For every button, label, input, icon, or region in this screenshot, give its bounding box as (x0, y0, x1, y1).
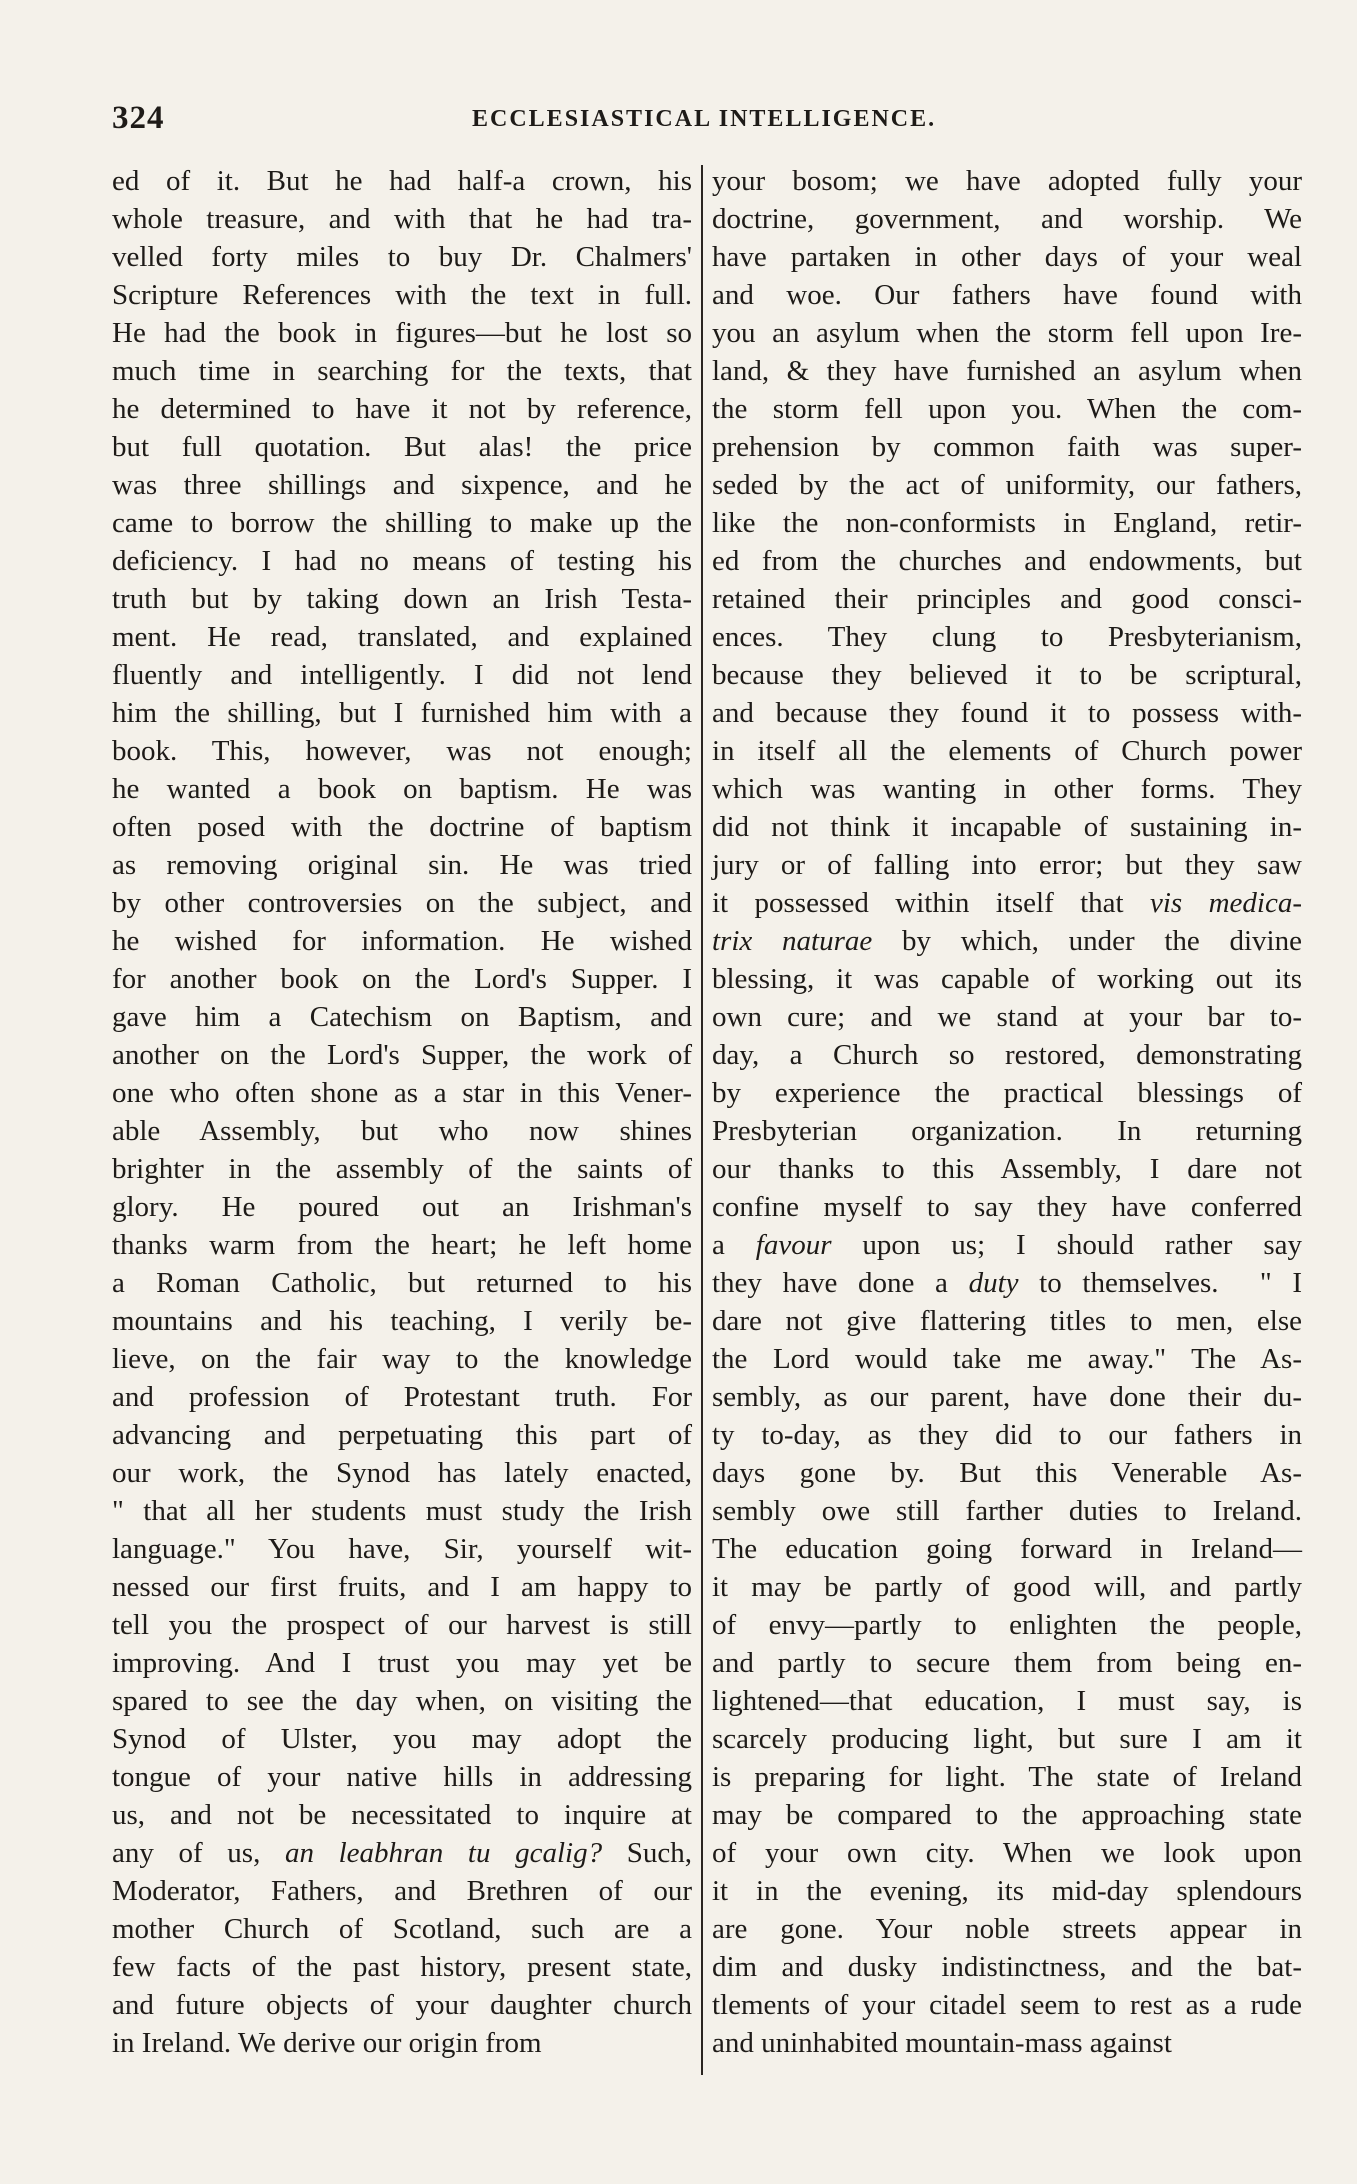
text-line: often posed with the doctrine of baptism (112, 811, 692, 843)
right-column (712, 162, 1302, 2062)
text-line: he determined to have it not by reference, (112, 393, 692, 425)
text-line: in itself all the elements of Church power (712, 735, 1302, 767)
text-line: lieve, on the fair way to the knowledge (112, 1343, 692, 1375)
text-line: mother Church of Scotland, such are a (112, 1913, 692, 1945)
text-line: the Lord would take me away." The As- (712, 1343, 1302, 1375)
text-line: nessed our first fruits, and I am happy to (112, 1571, 692, 1603)
column-rule (701, 165, 703, 2075)
text-line: of envy—partly to enlighten the people, (712, 1609, 1302, 1641)
text-line: dim and dusky indistinctness, and the bat- (712, 1951, 1302, 1983)
line-start: it possessed within itself that (712, 887, 1150, 919)
text-line: The education going forward in Ireland— (712, 1533, 1302, 1565)
text-line-favour (712, 1226, 1302, 1264)
text-line: of your own city. When we look upon (712, 1837, 1302, 1869)
line-end: " I (1259, 1267, 1303, 1299)
left-column (112, 162, 692, 2062)
text-line: book. This, however, was not enough; (112, 735, 692, 767)
text-line: lightened—that education, I must say, is (712, 1685, 1302, 1717)
gaelic-phrase: an leabhran tu gcalig? (284, 1837, 603, 1869)
text-line: because they believed it to be scriptural, (712, 659, 1302, 691)
text-line: he wanted a book on baptism. He was (112, 773, 692, 805)
text-line: in Ireland. We derive our origin from (112, 2027, 542, 2059)
text-line: Synod of Ulster, you may adopt the (112, 1723, 692, 1755)
text-line: velled forty miles to buy Dr. Chalmers' (112, 241, 692, 273)
text-line: have partaken in other days of your weal (712, 241, 1302, 273)
text-line: land, & they have furnished an asylum when (712, 355, 1302, 387)
text-line: much time in searching for the texts, that (112, 355, 692, 387)
text-line: our work, the Synod has lately enacted, (112, 1457, 692, 1489)
text-line: He had the book in figures—but he lost so (112, 317, 692, 349)
text-line: which was wanting in other forms. They (712, 773, 1302, 805)
text-line: deficiency. I had no means of testing his (112, 545, 692, 577)
text-line: retained their principles and good consci- (712, 583, 1302, 615)
text-line: did not think it incapable of sustaining in- (712, 811, 1302, 843)
text-line: by other controversies on the subject, and (112, 887, 692, 919)
text-line: advancing and perpetuating this part of (112, 1419, 692, 1451)
text-line: whole treasure, and with that he had tra- (112, 203, 692, 235)
text-line: Presbyterian organization. In returning (712, 1115, 1302, 1147)
text-line: seded by the act of uniformity, our fathers, (712, 469, 1302, 501)
text-line: ment. He read, translated, and explained (112, 621, 692, 653)
text-line: improving. And I trust you may yet be (112, 1647, 692, 1679)
text-line: own cure; and we stand at your bar to- (712, 1001, 1302, 1033)
latin-phrase-cont: trix naturae (712, 925, 873, 957)
text-line: spared to see the day when, on visiting the (112, 1685, 692, 1717)
text-line-duty (712, 1264, 1302, 1302)
latin-phrase: vis medica- (1150, 887, 1302, 919)
line-start: a (712, 1229, 756, 1261)
text-line: mountains and his teaching, I verily be- (112, 1305, 692, 1337)
text-line: another on the Lord's Supper, the work of (112, 1039, 692, 1071)
text-line-vis (712, 884, 1302, 922)
favour-word: favour (755, 1229, 832, 1261)
text-line: one who often shone as a star in this Vener- (112, 1077, 692, 1109)
text-line: day, a Church so restored, demonstrating (712, 1039, 1302, 1071)
text-line: tell you the prospect of our harvest is still (112, 1609, 692, 1641)
line-start: any of us, (112, 1837, 285, 1869)
text-line: by experience the practical blessings of (712, 1077, 1302, 1109)
text-line: he wished for information. He wished (112, 925, 692, 957)
text-line: brighter in the assembly of the saints of (112, 1153, 692, 1185)
text-line: a Roman Catholic, but returned to his (112, 1267, 692, 1299)
text-line: tongue of your native hills in addressing (112, 1761, 692, 1793)
line-start: they have done a (712, 1267, 969, 1299)
text-line: came to borrow the shilling to make up the (112, 507, 692, 539)
text-line: like the non-conformists in England, retir- (712, 507, 1302, 539)
page-number: 324 (112, 100, 165, 136)
text-line: and because they found it to possess with- (712, 697, 1302, 729)
text-line: us, and not be necessitated to inquire at (112, 1799, 692, 1831)
text-line: as removing original sin. He was tried (112, 849, 692, 881)
text-line: fluently and intelligently. I did not lend (112, 659, 692, 691)
text-line: ences. They clung to Presbyterianism, (712, 621, 1302, 653)
text-line-gaelic (112, 1834, 692, 1872)
text-line: Moderator, Fathers, and Brethren of our (112, 1875, 692, 1907)
text-line: it in the evening, its mid-day splendours (712, 1875, 1302, 1907)
text-line: and partly to secure them from being en- (712, 1647, 1302, 1679)
line-tail: upon us; I should rather say (831, 1229, 1302, 1261)
text-line: scarcely producing light, but sure I am it (712, 1723, 1302, 1755)
text-line: doctrine, government, and worship. We (712, 203, 1302, 235)
text-line: days gone by. But this Venerable As- (712, 1457, 1302, 1489)
text-line: ty to-day, as they did to our fathers in (712, 1419, 1302, 1451)
text-line: it may be partly of good will, and partly (712, 1571, 1302, 1603)
duty-word: duty (968, 1267, 1019, 1299)
text-line: ed of it. But he had half-a crown, his (112, 165, 692, 197)
text-line: sembly owe still farther duties to Ireland. (712, 1495, 1302, 1527)
line-tail: by which, under the divine (872, 925, 1302, 957)
text-line: and woe. Our fathers have found with (712, 279, 1302, 311)
line-tail: Such, (602, 1837, 692, 1869)
text-line: language." You have, Sir, yourself wit- (112, 1533, 692, 1565)
text-line: able Assembly, but who now shines (112, 1115, 692, 1147)
text-line: but full quotation. But alas! the price (112, 431, 692, 463)
text-line: him the shilling, but I furnished him with a (112, 697, 692, 729)
running-head (112, 100, 1302, 144)
text-line: " that all her students must study the Irish (112, 1495, 692, 1527)
text-line: confine myself to say they have conferred (712, 1191, 1302, 1223)
text-line: the storm fell upon you. When the com- (712, 393, 1302, 425)
text-line: for another book on the Lord's Supper. I (112, 963, 692, 995)
running-title: ECCLESIASTICAL INTELLIGENCE. (472, 106, 937, 132)
text-line: sembly, as our parent, have done their du- (712, 1381, 1302, 1413)
text-line: jury or of falling into error; but they saw (712, 849, 1302, 881)
text-line: dare not give flattering titles to men, else (712, 1305, 1302, 1337)
text-line: and profession of Protestant truth. For (112, 1381, 692, 1413)
text-line: our thanks to this Assembly, I dare not (712, 1153, 1302, 1185)
text-line: prehension by common faith was super- (712, 431, 1302, 463)
line-tail: to themselves. (1018, 1267, 1219, 1299)
text-line: and future objects of your daughter church (112, 1989, 692, 2021)
text-line: are gone. Your noble streets appear in (712, 1913, 1302, 1945)
text-line: your bosom; we have adopted fully your (712, 165, 1302, 197)
text-line: may be compared to the approaching state (712, 1799, 1302, 1831)
text-line: and uninhabited mountain-mass against (712, 2027, 1172, 2059)
text-line: glory. He poured out an Irishman's (112, 1191, 692, 1223)
text-line: is preparing for light. The state of Ireland (712, 1761, 1302, 1793)
text-line: thanks warm from the heart; he left home (112, 1229, 692, 1261)
text-line: tlements of your citadel seem to rest as a rude (712, 1989, 1302, 2021)
text-line: you an asylum when the storm fell upon Ire- (712, 317, 1302, 349)
text-line: was three shillings and sixpence, and he (112, 469, 692, 501)
text-line: ed from the churches and endowments, but (712, 545, 1302, 577)
text-line: blessing, it was capable of working out its (712, 963, 1302, 995)
text-line-vis-2 (712, 922, 1302, 960)
text-line: gave him a Catechism on Baptism, and (112, 1001, 692, 1033)
text-line: truth but by taking down an Irish Testa- (112, 583, 692, 615)
text-line: Scripture References with the text in full. (112, 279, 692, 311)
text-line: few facts of the past history, present state, (112, 1951, 692, 1983)
